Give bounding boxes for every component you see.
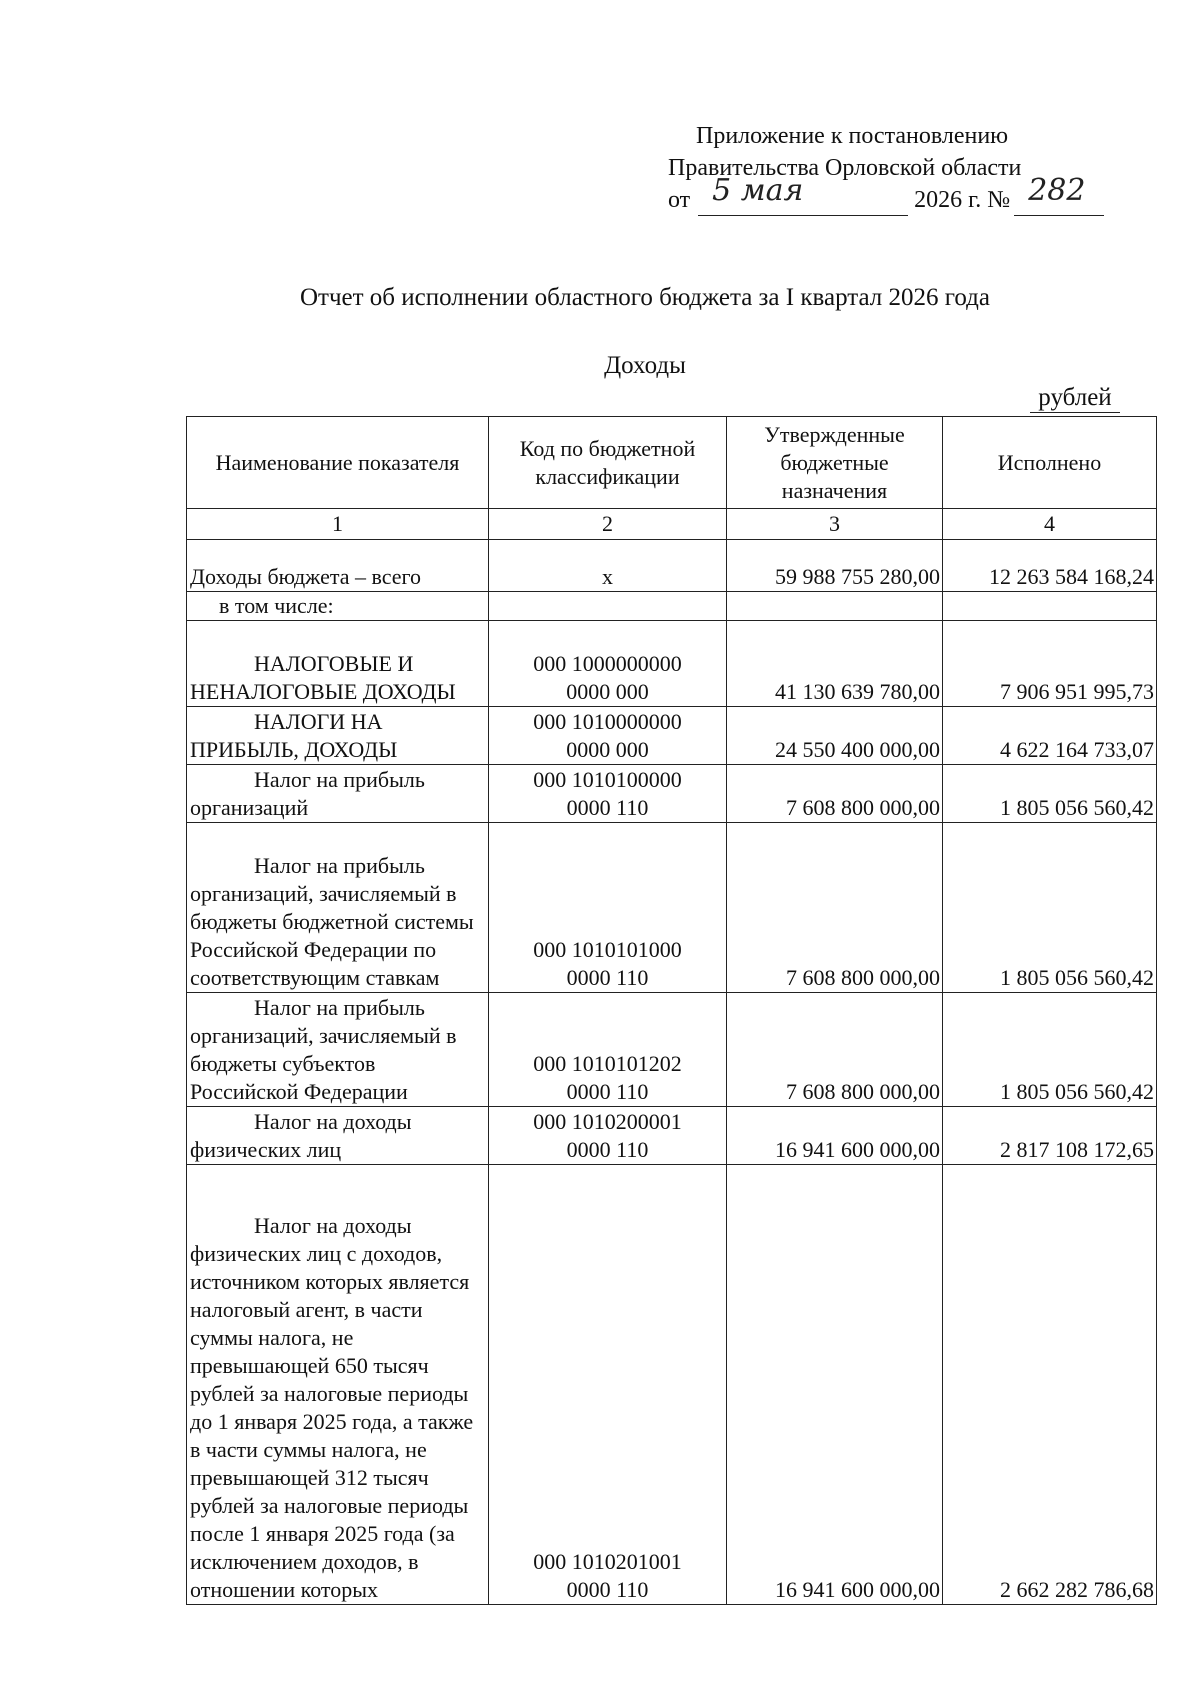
table-row (187, 540, 1157, 592)
row-name: Налог на прибыль организаций, зачисляемый в бюджеты субъектов Российской Федерации (187, 993, 489, 1107)
row-code: 000 1010000000 0000 000 (489, 707, 727, 765)
unit-label: рублей (1030, 384, 1120, 413)
row-name: НАЛОГИ НА ПРИБЫЛЬ, ДОХОДЫ (187, 707, 489, 765)
number-field (1014, 173, 1104, 216)
row-code: х (489, 540, 727, 592)
header-row (187, 417, 1157, 509)
row-executed: 1 805 056 560,42 (943, 823, 1157, 993)
col-number: 2 (489, 509, 727, 540)
table-row (187, 592, 1157, 621)
table-row (187, 707, 1157, 765)
from-label: от (668, 187, 691, 213)
row-code: 000 1000000000 0000 000 (489, 621, 727, 707)
row-code: 000 1010200001 0000 110 (489, 1107, 727, 1165)
table-row (187, 621, 1157, 707)
row-approved (727, 592, 943, 621)
row-executed: 2 817 108 172,65 (943, 1107, 1157, 1165)
row-executed: 12 263 584 168,24 (943, 540, 1157, 592)
income-table (186, 416, 1157, 1605)
row-name: Налог на прибыль организаций (187, 765, 489, 823)
appendix-line-1: Приложение к постановлению (696, 123, 1009, 149)
row-name: Налог на доходы физических лиц с доходов, источником которых является налоговый агент, в части суммы налога, не превышающей 650 тысяч рублей за налоговые периоды до 1 января 2025 года, а также в части суммы налога, не превышающей 312 тысяч рублей за налоговые периоды после 1 января 2025 года (за исключением доходов, в отношении которых (187, 1165, 489, 1605)
table-row (187, 1107, 1157, 1165)
row-approved: 24 550 400 000,00 (727, 707, 943, 765)
row-name: НАЛОГОВЫЕ И НЕНАЛОГОВЫЕ ДОХОДЫ (187, 621, 489, 707)
row-approved: 7 608 800 000,00 (727, 993, 943, 1107)
row-executed: 1 805 056 560,42 (943, 993, 1157, 1107)
col-number: 4 (943, 509, 1157, 540)
row-executed: 7 906 951 995,73 (943, 621, 1157, 707)
row-name: в том числе: (187, 592, 489, 621)
handwritten-number: 282 (1028, 173, 1086, 208)
col-header-code: Код по бюджетной классификации (489, 417, 727, 509)
table-row (187, 993, 1157, 1107)
row-executed: 1 805 056 560,42 (943, 765, 1157, 823)
col-header-approved: Утвержденные бюджетные назначения (727, 417, 943, 509)
col-header-name: Наименование показателя (187, 417, 489, 509)
report-title: Отчет об исполнении областного бюджета за I квартал 2026 года (299, 284, 990, 311)
appendix-line-3 (668, 173, 1108, 216)
appendix-header (668, 120, 1108, 216)
date-field (698, 173, 908, 216)
row-code: 000 1010100000 0000 110 (489, 765, 727, 823)
year-label: 2026 г. № (914, 187, 1011, 213)
row-approved: 7 608 800 000,00 (727, 823, 943, 993)
row-executed (943, 592, 1157, 621)
row-approved: 16 941 600 000,00 (727, 1165, 943, 1605)
row-code: 000 1010101000 0000 110 (489, 823, 727, 993)
handwritten-date: 5 мая (712, 173, 804, 208)
row-name: Налог на прибыль организаций, зачисляемый в бюджеты бюджетной системы Российской Федерации по соответствующим ставкам (187, 823, 489, 993)
row-code: 000 1010201001 0000 110 (489, 1165, 727, 1605)
column-number-row (187, 509, 1157, 540)
row-code (489, 592, 727, 621)
table-row (187, 765, 1157, 823)
col-number: 1 (187, 509, 489, 540)
row-executed: 2 662 282 786,68 (943, 1165, 1157, 1605)
col-header-executed: Исполнено (943, 417, 1157, 509)
row-approved: 59 988 755 280,00 (727, 540, 943, 592)
row-code: 000 1010101202 0000 110 (489, 993, 727, 1107)
table-row (187, 823, 1157, 993)
table-row (187, 1165, 1157, 1605)
row-name: Налог на доходы физических лиц (187, 1107, 489, 1165)
appendix-line-2: Правительства Орловской области (668, 155, 1022, 181)
row-approved: 7 608 800 000,00 (727, 765, 943, 823)
row-executed: 4 622 164 733,07 (943, 707, 1157, 765)
row-name: Доходы бюджета – всего (187, 540, 489, 592)
row-approved: 16 941 600 000,00 (727, 1107, 943, 1165)
section-title: Доходы (604, 352, 686, 379)
row-approved: 41 130 639 780,00 (727, 621, 943, 707)
col-number: 3 (727, 509, 943, 540)
